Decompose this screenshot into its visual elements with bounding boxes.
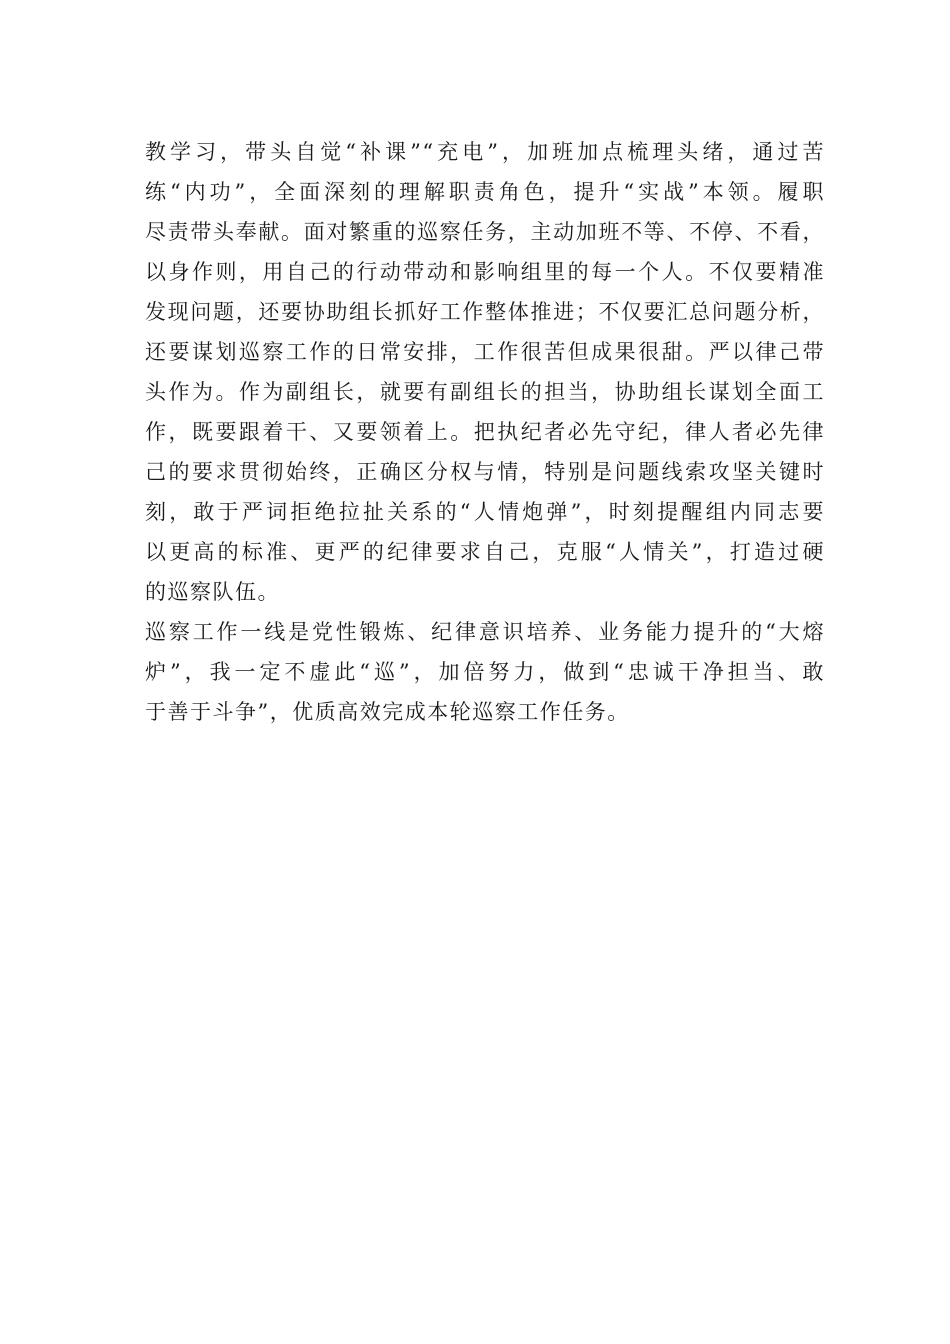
text-line: 练“内功”，全面深刻的理解职责角色，提升“实战”本领。履职 <box>145 180 825 204</box>
text-line: 还要谋划巡察工作的日常安排，工作很苦但成果很甜。严以律己带 <box>145 340 825 364</box>
text-line: 以身作则，用自己的行动带动和影响组里的每一个人。不仅要精准 <box>145 260 825 284</box>
body-text <box>145 132 825 732</box>
text-line: 教学习，带头自觉“补课”“充电”，加班加点梳理头绪，通过苦 <box>145 140 825 164</box>
text-line: 头作为。作为副组长，就要有副组长的担当，协助组长谋划全面工 <box>145 380 825 404</box>
text-line: 炉”，我一定不虚此“巡”，加倍努力，做到“忠诚干净担当、敢 <box>145 660 825 684</box>
text-line: 的巡察队伍。 <box>145 580 280 604</box>
paragraph-2 <box>145 612 825 732</box>
text-line: 巡察工作一线是党性锻炼、纪律意识培养、业务能力提升的“大熔 <box>145 620 825 644</box>
text-line: 刻，敢于严词拒绝拉扯关系的“人情炮弹”，时刻提醒组内同志要 <box>145 500 825 524</box>
text-line: 以更高的标准、更严的纪律要求自己，克服“人情关”，打造过硬 <box>145 540 825 564</box>
text-line: 于善于斗争”，优质高效完成本轮巡察工作任务。 <box>145 700 630 724</box>
text-line: 尽责带头奉献。面对繁重的巡察任务，主动加班不等、不停、不看， <box>145 220 825 244</box>
text-line: 作，既要跟着干、又要领着上。把执纪者必先守纪，律人者必先律 <box>145 420 825 444</box>
paragraph-1 <box>145 132 825 612</box>
text-line: 发现问题，还要协助组长抓好工作整体推进；不仅要汇总问题分析， <box>145 300 825 324</box>
text-line: 己的要求贯彻始终，正确区分权与情，特别是问题线索攻坚关键时 <box>145 460 825 484</box>
